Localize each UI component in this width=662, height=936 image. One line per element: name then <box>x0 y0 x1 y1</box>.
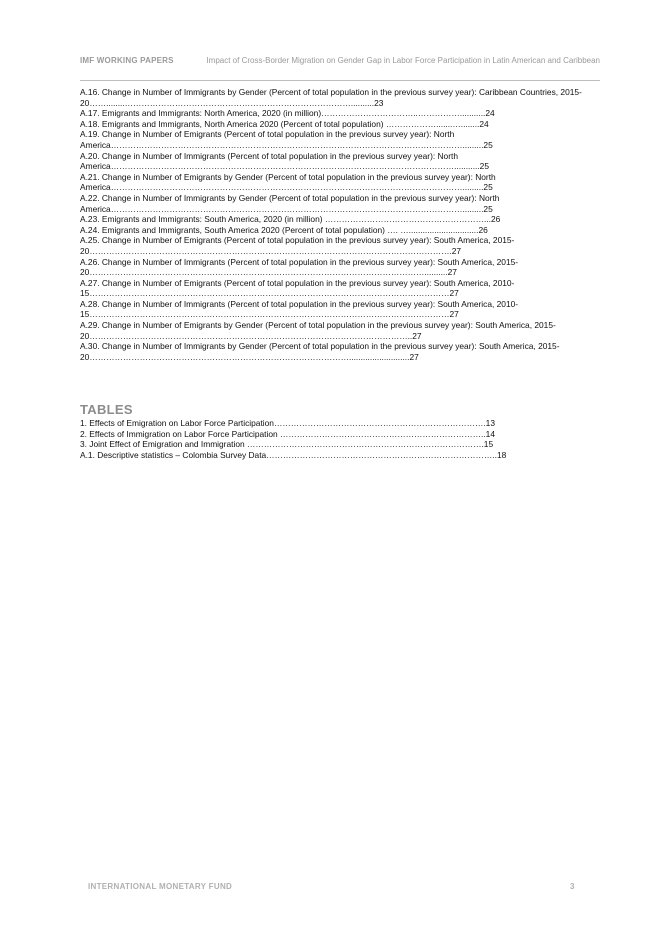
toc-entry[interactable]: A.18. Emigrants and Immigrants, North America 2020 (Percent of total population) ……………….......…........24 <box>80 118 489 129</box>
list-of-figures <box>80 87 582 362</box>
toc-entry[interactable]: 1. Effects of Emigration on Labor Force Participation………………………………………………………………….13 <box>80 418 495 428</box>
toc-entry[interactable]: A.22. Change in Number of Immigrants by Gender (Percent of total population in the previous survey year): North America……………………………………………………………………………………………………………….........25 <box>80 192 500 214</box>
footer-organization: INTERNATIONAL MONETARY FUND <box>88 882 233 891</box>
toc-entry[interactable]: A.24. Emigrants and Immigrants, South America 2020 (Percent of total population) …. …..............................26 <box>80 224 488 235</box>
toc-entry[interactable]: A.19. Change in Number of Emigrants (Percent of total population in the previous survey year): North America……………………………………………………………………………………………………………….........25 <box>80 129 493 150</box>
toc-entry[interactable]: 2. Effects of Immigration on Labor Force Participation ………………………………………………………………..14 <box>80 428 495 439</box>
toc-entry[interactable]: A.29. Change in Number of Emigrants by Gender (Percent of total population in the previous survey year): South America, 2015-20……………………………………………………………………………………………………..27 <box>80 320 556 341</box>
tables-heading: TABLES <box>80 402 133 417</box>
toc-entry[interactable]: A.1. Descriptive statistics – Colombia Survey Data………………………………………………………………………..18 <box>80 449 507 460</box>
toc-entry[interactable]: A.20. Change in Number of Immigrants (Percent of total population in the previous survey year): North America……………………………………………………………………………………………………………...........25 <box>80 150 490 172</box>
toc-entry[interactable]: A.17. Emigrants and Immigrants: North America, 2020 (in million)……………………………..……………...........24 <box>80 108 495 119</box>
toc-entry[interactable]: A.25. Change in Number of Emigrants (Percent of total population in the previous survey year): South America, 2015-20………………………………………………………………………………………………………………….27 <box>80 235 515 256</box>
toc-entry[interactable]: A.28. Change in Number of Immigrants (Percent of total population in the previous survey year): South America, 2010-15…………………………………………………………………………………………………………………27 <box>80 298 519 320</box>
toc-entry[interactable]: A.16. Change in Number of Immigrants by Gender (Percent of total population in the previous survey year): Caribbean Countries, 2015-20……........………………………………………………………………………..........23 <box>80 87 582 108</box>
paper-title: Impact of Cross-Border Migration on Gender Gap in Labor Force Participation in Latin American and Caribbean <box>206 56 600 65</box>
toc-entry[interactable]: A.27. Change in Number of Emigrants (Percent of total population in the previous survey year): South America, 2010-15…………………………………………………………………………………………………………………27 <box>80 277 515 299</box>
toc-entry[interactable]: A.21. Change in Number of Emigrants by Gender (Percent of total population in the previous survey year): North America……………………………………………………………………………………………………………….........25 <box>80 171 496 193</box>
page-number: 3 <box>570 882 575 891</box>
series-title: IMF WORKING PAPERS <box>80 56 174 65</box>
toc-entry[interactable]: A.30. Change in Number of Immigrants by Gender (Percent of total population in the previous survey year): South America, 2015-20…………………………………………………………………………………..........................27 <box>80 341 560 362</box>
toc-entry[interactable]: 3. Joint Effect of Emigration and Immigration ………………………………………………………………………….15 <box>80 439 494 450</box>
page-header <box>80 56 600 81</box>
list-of-tables <box>80 418 582 460</box>
toc-entry[interactable]: A.26. Change in Number of Immigrants (Percent of total population in the previous survey year): South America, 2015-20…………………………………………………………………………………………………………..........27 <box>80 256 519 278</box>
toc-entry[interactable]: A.23. Emigrants and Immigrants: South America, 2020 (in million) …………………………………………………...26 <box>80 214 501 225</box>
